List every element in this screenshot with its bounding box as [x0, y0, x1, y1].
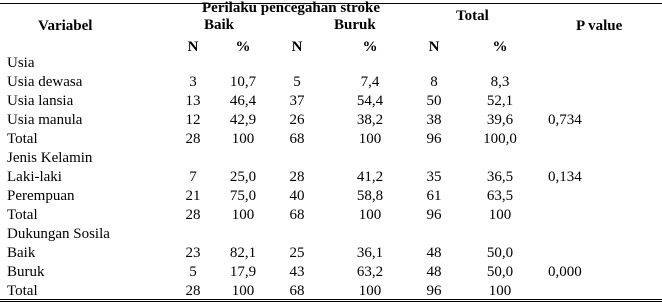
table-cell: 58,8	[356, 188, 384, 204]
row-label: Usia	[7, 55, 35, 71]
table-cell: 8,3	[490, 74, 510, 90]
p-value-cell: 0,000	[548, 264, 582, 280]
table-cell: 48	[426, 264, 442, 280]
table-cell: 40	[289, 188, 305, 204]
header-baik-n: N	[187, 39, 199, 55]
table-cell: 43	[289, 264, 305, 280]
table-cell: 25,0	[229, 169, 257, 185]
row-label: Total	[7, 283, 38, 299]
table-cell: 68	[289, 207, 305, 223]
header-p-value: P value	[576, 18, 623, 34]
row-label: Usia manula	[7, 112, 83, 128]
p-value-cell: 0,734	[548, 112, 582, 128]
table-cell: 48	[426, 245, 442, 261]
table-cell: 96	[426, 131, 442, 147]
header-group-title: Perilaku pencegahan stroke	[202, 0, 381, 16]
table-cell: 61	[426, 188, 442, 204]
table-cell: 100	[231, 283, 255, 299]
row-label: Total	[7, 131, 38, 147]
header-total-pct: %	[492, 39, 508, 55]
table-bottom-rule	[0, 299, 662, 300]
table-cell: 28	[185, 131, 201, 147]
table-cell: 96	[426, 283, 442, 299]
table-cell: 41,2	[356, 169, 384, 185]
table-cell: 68	[289, 283, 305, 299]
table-cell: 50	[426, 93, 442, 109]
table-cell: 82,1	[229, 245, 257, 261]
header-buruk-pct: %	[362, 39, 378, 55]
table-cell: 10,7	[229, 74, 257, 90]
table-cell: 96	[426, 207, 442, 223]
row-label: Total	[7, 207, 38, 223]
table-cell: 36,5	[486, 169, 514, 185]
row-label: Perempuan	[7, 188, 75, 204]
row-label: Usia dewasa	[7, 74, 83, 90]
header-variabel: Variabel	[38, 18, 93, 34]
table-cell: 26	[289, 112, 305, 128]
table-cell: 100	[488, 207, 512, 223]
table-cell: 35	[426, 169, 442, 185]
row-label: Usia lansia	[7, 93, 74, 109]
header-baik-pct: %	[235, 39, 251, 55]
table-cell: 12	[185, 112, 201, 128]
table-cell: 100	[231, 207, 255, 223]
table-cell: 100	[231, 131, 255, 147]
table-cell: 38	[426, 112, 442, 128]
row-label: Dukungan Sosila	[7, 226, 110, 242]
table-cell: 8	[430, 74, 438, 90]
table-cell: 28	[185, 283, 201, 299]
table-cell: 28	[185, 207, 201, 223]
header-total: Total	[456, 8, 489, 24]
table-cell: 100	[358, 207, 382, 223]
table-cell: 52,1	[486, 93, 514, 109]
row-label: Laki-laki	[7, 169, 62, 185]
table-cell: 54,4	[356, 93, 384, 109]
table-cell: 3	[189, 74, 197, 90]
table-cell: 68	[289, 131, 305, 147]
table-cell: 100	[358, 131, 382, 147]
header-baik: Baik	[204, 17, 235, 33]
table-cell: 100	[488, 283, 512, 299]
table-cell: 42,9	[229, 112, 257, 128]
table-cell: 25	[289, 245, 305, 261]
row-label: Baik	[7, 245, 36, 261]
table-cell: 21	[185, 188, 201, 204]
table-cell: 46,4	[229, 93, 257, 109]
table-cell: 7	[189, 169, 197, 185]
row-label: Buruk	[7, 264, 45, 280]
table-bottom-rule-2	[0, 301, 662, 302]
header-buruk: Buruk	[334, 17, 376, 33]
table-cell: 100	[358, 283, 382, 299]
row-label: Jenis Kelamin	[7, 150, 93, 166]
table-cell: 36,1	[356, 245, 384, 261]
table-cell: 28	[289, 169, 305, 185]
header-buruk-n: N	[291, 39, 303, 55]
table-cell: 50,0	[486, 245, 514, 261]
table-cell: 63,5	[486, 188, 514, 204]
table-cell: 39,6	[486, 112, 514, 128]
table-cell: 7,4	[360, 74, 380, 90]
table-cell: 63,2	[356, 264, 384, 280]
table-cell: 38,2	[356, 112, 384, 128]
table-cell: 5	[189, 264, 197, 280]
header-total-n: N	[428, 39, 440, 55]
table-cell: 13	[185, 93, 201, 109]
p-value-cell: 0,134	[548, 169, 582, 185]
table-cell: 37	[289, 93, 305, 109]
table-cell: 75,0	[229, 188, 257, 204]
table-cell: 5	[293, 74, 301, 90]
table-cell: 23	[185, 245, 201, 261]
table-cell: 17,9	[229, 264, 257, 280]
table-cell: 50,0	[486, 264, 514, 280]
table-cell: 100,0	[483, 131, 517, 147]
